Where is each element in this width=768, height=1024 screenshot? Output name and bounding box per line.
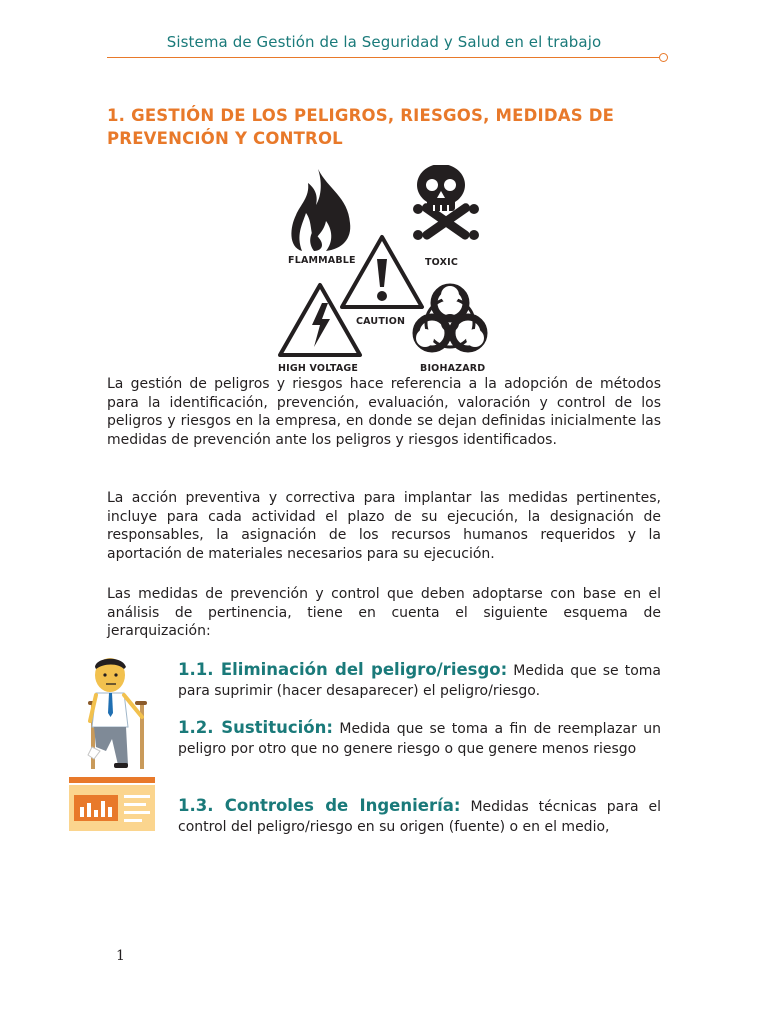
item-heading: 1.1. Eliminación del peligro/riesgo:	[178, 660, 508, 679]
high-voltage-label: HIGH VOLTAGE	[278, 363, 359, 374]
hazard-symbols-graphic	[270, 165, 500, 380]
paragraph-3: Las medidas de prevención y control que deben adoptarse con base en el análisis de pertinencia, tiene en cuenta el siguiente esquema de jerarquización:	[107, 586, 661, 640]
paragraph-2: La acción preventiva y correctiva para implantar las medidas pertinentes, incluye para cada actividad el plazo de su ejecución, la designación de responsables, la asignación de los recursos humanos requeridos y la aportación de materiales necesarios para su ejecución.	[107, 490, 661, 562]
skull-crossbones-icon	[413, 165, 479, 241]
item-text: Medida que se toma a fin de reemplazar un peligro por otro que no genere riesgo o que genere menos riesgo	[178, 721, 661, 757]
item-engineering-controls	[178, 796, 661, 837]
header-rule-end-dot	[659, 53, 668, 62]
illustration	[66, 655, 162, 835]
toxic-label: TOXIC	[425, 257, 459, 268]
biohazard-icon	[416, 286, 484, 349]
item-heading: 1.2. Sustitución:	[178, 718, 333, 737]
item-heading: 1.3. Controles de Ingeniería:	[178, 796, 461, 815]
section-title: 1. GESTIÓN DE LOS PELIGROS, RIESGOS, MEDIDAS DE PREVENCIÓN Y CONTROL	[107, 106, 615, 148]
caution-icon	[342, 237, 422, 307]
header-title: Sistema de Gestión de la Seguridad y Salud en el trabajo	[166, 33, 602, 51]
caution-label: CAUTION	[356, 316, 406, 327]
item-text: Medida que se toma para suprimir (hacer desaparecer) el peligro/riesgo.	[178, 663, 661, 699]
item-text: Medidas técnicas para el control del peligro/riesgo en su origen (fuente) o en el medio,	[178, 799, 662, 835]
injured-worker-illustration	[66, 655, 162, 835]
flame-icon	[291, 169, 350, 251]
biohazard-label: BIOHAZARD	[420, 363, 486, 374]
paragraph-1: La gestión de peligros y riesgos hace referencia a la adopción de métodos para la identificación, prevención, evaluación, valoración y control de los peligros y riesgos en la empresa, en donde se dejan definidas inicialmente las medidas de prevención ante los peligros y riesgos identificados.	[107, 376, 661, 448]
item-elimination	[178, 660, 661, 701]
hazard-symbols-figure	[270, 165, 500, 380]
flammable-label: FLAMMABLE	[288, 255, 356, 266]
item-substitution	[178, 718, 661, 759]
page-number: 1	[116, 948, 125, 964]
header-rule	[107, 57, 659, 58]
